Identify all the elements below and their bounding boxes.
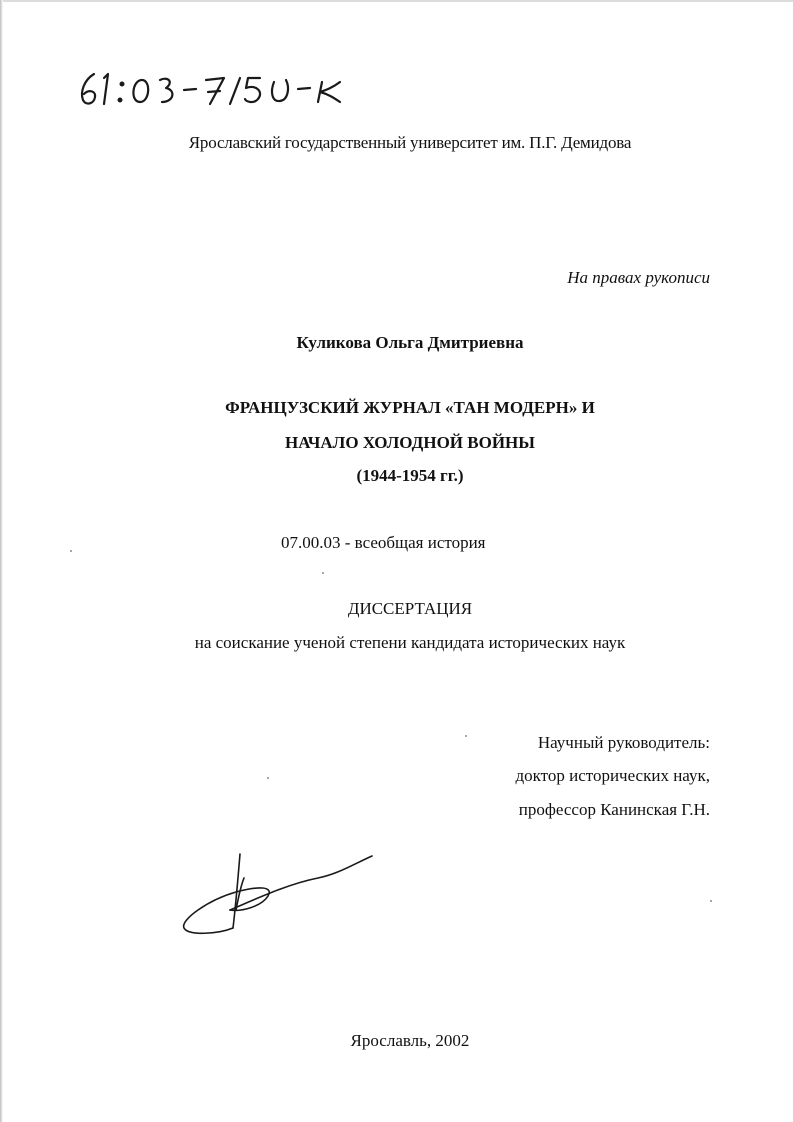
university-name: Ярославский государственный университет им. П.Г. Демидова	[188, 133, 632, 152]
scan-speck	[322, 572, 324, 574]
scan-speck	[70, 550, 72, 552]
document-type: ДИССЕРТАЦИЯ	[347, 599, 473, 618]
title-line: ФРАНЦУЗСКИЙ ЖУРНАЛ «ТАН МОДЕРН» И	[225, 398, 595, 417]
manuscript-note: На правах рукописи	[567, 268, 710, 287]
city-year: Ярославль, 2002	[350, 1031, 470, 1050]
scan-edge-left	[0, 0, 3, 1122]
supervisor-degree: доктор исторических наук,	[515, 766, 710, 785]
author-name: Куликова Ольга Дмитриевна	[296, 333, 524, 352]
scan-speck	[710, 900, 712, 902]
scan-speck	[465, 735, 467, 737]
supervisor-name: профессор Канинская Г.Н.	[518, 800, 710, 819]
degree-statement: на соискание ученой степени кандидата исторических наук	[194, 633, 626, 652]
specialty-code: 07.00.03 - всеобщая история	[281, 533, 486, 552]
handwritten-archive-number	[78, 68, 348, 110]
scan-speck	[267, 777, 269, 779]
supervisor-heading: Научный руководитель:	[537, 733, 710, 752]
title-line: НАЧАЛО ХОЛОДНОЙ ВОЙНЫ	[285, 433, 535, 452]
signature-image	[178, 848, 378, 938]
title-years: (1944-1954 гг.)	[356, 466, 464, 485]
scan-edge-top	[0, 0, 793, 2]
